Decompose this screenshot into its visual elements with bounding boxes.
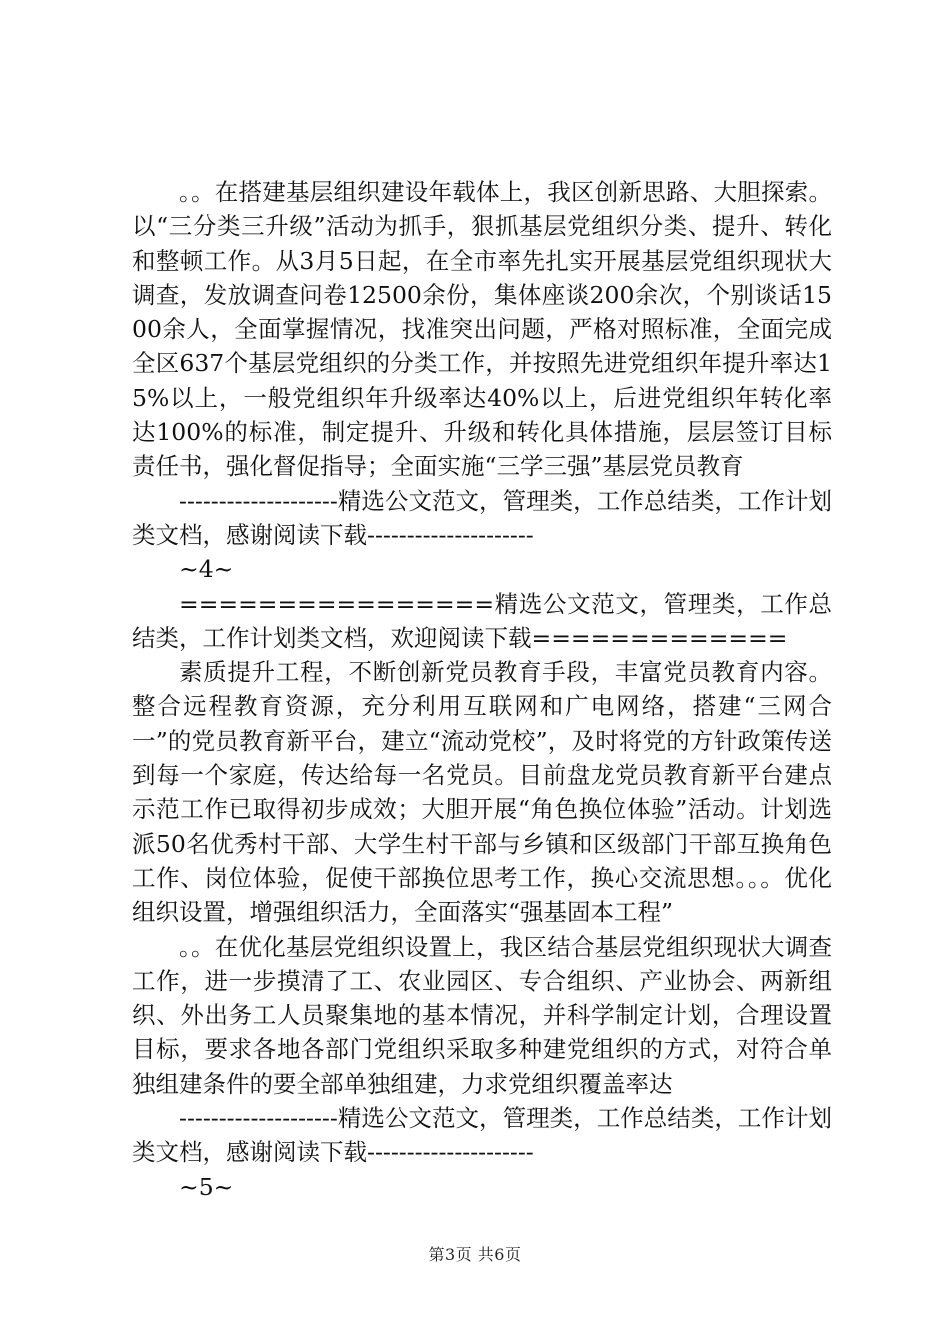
page-marker-5: ~5~ [179,1172,234,1201]
divider-download-notice: --------------------精选公文范文，管理类，工作总结类，工作计划类文档，感谢阅读下载--------------------- [132,486,832,549]
page-footer: 第3页 共6页 [428,1245,522,1264]
divider-download-notice-2: --------------------精选公文范文，管理类，工作总结类，工作计划类文档，感谢阅读下载--------------------- [132,1104,832,1167]
paragraph-org-setup: 。。在优化基层党组织设置上，我区结合基层党组织现状大调查工作，进一步摸清了工、农业园区、专合组织、产业协会、两新组织、外出务工人员聚集地的基本情况，并科学制定计划，合理设置目标，要求各地各部门党组织采取多种建党组织的方式，对符合单独组建条件的要全部单独组建，力求党组织覆盖率达 [132,932,832,1098]
page-marker-4: ~4~ [179,555,234,584]
paragraph-base-org-construction: 。。在搭建基层组织建设年载体上，我区创新思路、大胆探索。以“三分类三升级”活动为抓手，狠抓基层党组织分类、提升、转化和整顿工作。从3月5日起，在全市率先扎实开展基层党组织现状大调查，发放调查问卷12500余份，集体座谈200余次，个别谈话1500余人，全面掌握情况，找准突出问题，严格对照标准，全面完成全区637个基层党组织的分类工作，并按照先进党组织年提升率达15%以上，一般党组织年升级率达40%以上，后进党组织年转化率达100%的标准，制定提升、升级和转化具体措施，层层签订目标责任书，强化督促指导；全面实施“三学三强”基层党员教育 [132,178,832,481]
document-body [132,175,832,1204]
paragraph-member-education: 素质提升工程，不断创新党员教育手段，丰富党员教育内容。整合远程教育资源，充分利用互联网和广电网络，搭建“三网合一”的党员教育新平台，建立“流动党校”，及时将党的方针政策传送到每一个家庭，传达给每一名党员。目前盘龙党员教育新平台建点示范工作已取得初步成效；大胆开展“角色换位体验”活动。计划选派50名优秀村干部、大学生村干部与乡镇和区级部门干部互换角色工作、岗位体验，促使干部换位思考工作，换心交流思想。。。优化组织设置，增强组织活力，全面落实“强基固本工程” [132,658,832,927]
divider-welcome-notice: ================精选公文范文，管理类，工作总结类，工作计划类文档，欢迎阅读下载============= [132,589,832,652]
